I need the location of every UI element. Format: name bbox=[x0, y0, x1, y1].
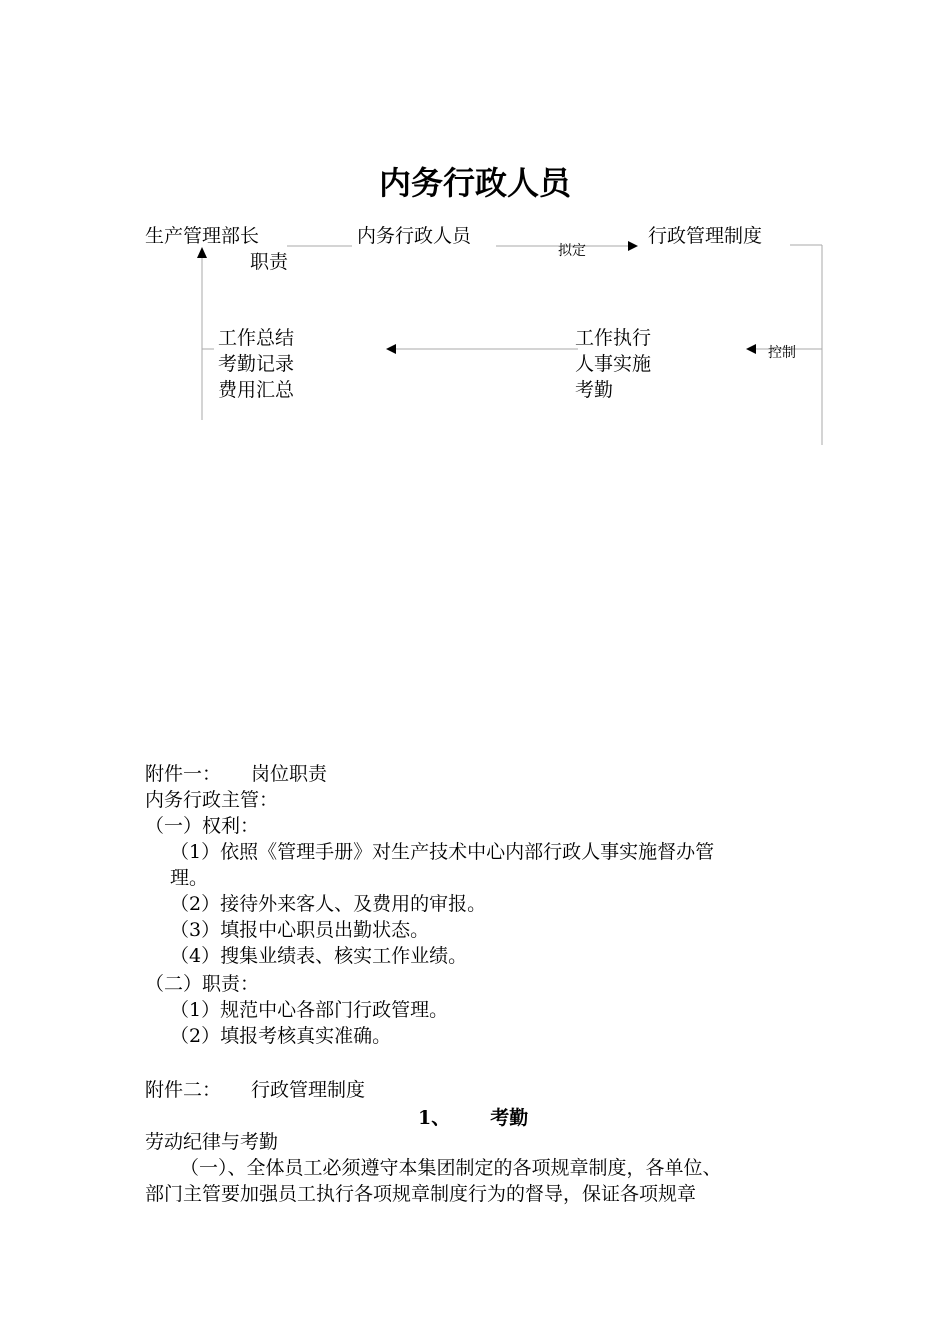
node-staff: 内务行政人员 bbox=[357, 225, 472, 247]
summary-line: 工作总结 bbox=[218, 327, 295, 349]
rights-item: （1）依照《管理手册》对生产技术中心内部行政人事实施督办管 bbox=[170, 841, 715, 863]
section-number: 1、 bbox=[418, 1107, 451, 1129]
rights-title: （一）权利： bbox=[145, 815, 260, 837]
duties-item: （2）填报考核真实准确。 bbox=[170, 1025, 392, 1047]
node-rules: 行政管理制度 bbox=[648, 225, 763, 247]
page-title: 内务行政人员 bbox=[378, 164, 571, 202]
node-execute bbox=[575, 325, 651, 403]
appendix2-heading bbox=[145, 1077, 365, 1103]
execute-line: 考勤 bbox=[575, 379, 614, 401]
node-summary bbox=[218, 325, 294, 403]
duties-title: （二）职责： bbox=[145, 973, 260, 995]
node-manager: 生产管理部长 bbox=[145, 225, 260, 247]
flow-diagram-lines bbox=[0, 0, 950, 460]
summary-line: 费用汇总 bbox=[218, 379, 295, 401]
appendix2-prefix: 附件二： bbox=[145, 1079, 222, 1101]
appendix1-title: 岗位职责 bbox=[251, 763, 328, 785]
rights-item: 理。 bbox=[170, 867, 209, 889]
edge-label-control: 控制 bbox=[768, 345, 796, 361]
appendix1-prefix: 附件一： bbox=[145, 763, 222, 785]
node-manager-sub: 职责 bbox=[250, 251, 289, 273]
summary-line: 考勤记录 bbox=[218, 353, 295, 375]
paragraph-line: （一）、全体员工必须遵守本集团制定的各项规章制度，各单位、 bbox=[180, 1157, 722, 1179]
execute-line: 工作执行 bbox=[575, 327, 652, 349]
arrow-summary-icon bbox=[386, 344, 396, 354]
section-title: 考勤 bbox=[490, 1107, 529, 1129]
section-heading bbox=[418, 1103, 528, 1130]
arrow-draft-icon bbox=[628, 241, 638, 251]
edge-label-draft: 拟定 bbox=[558, 243, 586, 259]
arrow-control-icon bbox=[746, 344, 756, 354]
appendix2-title: 行政管理制度 bbox=[251, 1079, 366, 1101]
rights-item: （2）接待外来客人、及费用的审报。 bbox=[170, 893, 487, 915]
execute-line: 人事实施 bbox=[575, 353, 652, 375]
appendix1-heading bbox=[145, 761, 327, 787]
duties-item: （1）规范中心各部门行政管理。 bbox=[170, 999, 449, 1021]
rights-item: （4）搜集业绩表、核实工作业绩。 bbox=[170, 945, 468, 967]
role-title: 内务行政主管： bbox=[145, 789, 279, 811]
rights-item: （3）填报中心职员出勤状态。 bbox=[170, 919, 430, 941]
subtitle: 劳动纪律与考勤 bbox=[145, 1131, 279, 1153]
paragraph-line: 部门主管要加强员工执行各项规章制度行为的督导，保证各项规章 bbox=[145, 1183, 697, 1205]
